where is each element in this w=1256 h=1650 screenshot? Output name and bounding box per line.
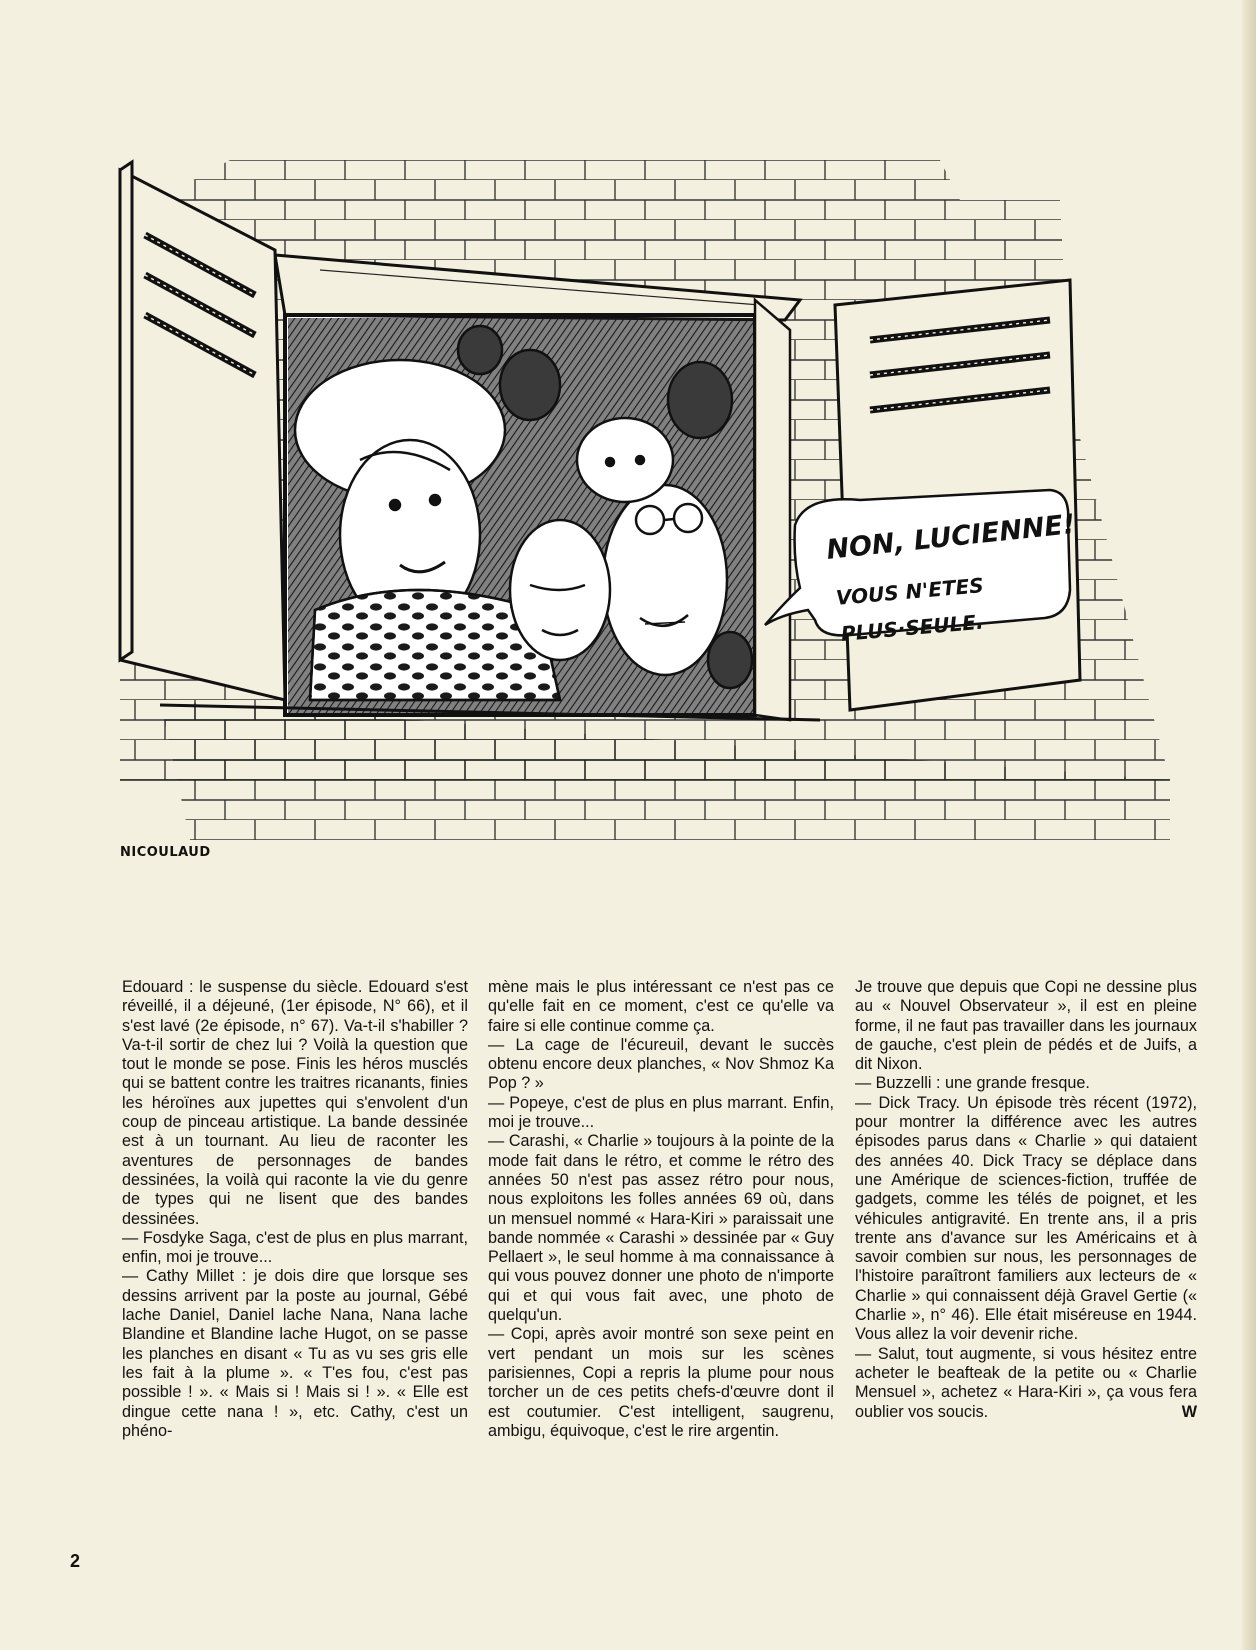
paragraph: Edouard : le suspense du siècle. Edouard s'est réveillé, il a déjeuné, (1er épisode, N° 66), et il s'est lavé (2e épisode, n° 67). Va-t-il s'habiller ? Va-t-il sortir de chez lui ? Voilà la question que tout le monde se pose. Finis les héros musclés qui se battent contre les traitres ricanants, finies les héroïnes aux jupettes qui s'envolent d'un coup de pinceau artistique. La bande dessinée est à un tournant. Au lieu de raconter les aventures de personnages de bandes dessinées, la voilà qui raconte la vie du genre de types qui ne lisent que des bandes dessinées. [122,978,468,1228]
paragraph: — Buzzelli : une grande fresque. [855,1074,1090,1093]
speech-bubble-line-1: NON, LUCIENNE! [825,508,1077,566]
paragraph: — Copi, après avoir montré son sexe peint en vert pendant un mois sur les scènes parisiennes, Copi a repris la plume pour nous torcher un de ces petits chefs-d'œuvre dont il est coutumier. C'est intelligent, saugrenu, ambigu, équivoque, c'est le rire argentin. [488,1325,834,1440]
paragraph: — La cage de l'écureuil, devant le succès obtenu encore deux planches, « Nov Shmoz Ka Pop ? » [488,1035,834,1093]
speech-bubble-line-2: VOUS N'ETES [835,573,985,610]
article-column-2 [488,978,834,1441]
paragraph-text: — Salut, tout augmente, si vous hésitez entre acheter le beafteak de la petite ou « Charlie Mensuel », achetez « Hara-Kiri », ça vous fera oublier vos soucis. [855,1344,1197,1421]
article-signature: W [1181,1402,1197,1421]
paragraph: — Carashi, « Charlie » toujours à la pointe de la mode fait dans le rétro, et comme le rétro des années 50 n'est pas assez rétro pour nous, nous exploitons les folles années 69 où, dans un mensuel nommé « Hara-Kiri » paraissait une bande nommée « Carashi » dessinée par « Guy Pellaert », le seul homme à ma connaissance à qui vous pouvez donner une photo de n'importe qui et qui vous fait avec, une photo de quelqu'un. [488,1132,834,1325]
paragraph: Je trouve que depuis que Copi ne dessine plus au « Nouvel Observateur », il est en pleine forme, il ne faut pas travailler dans les journaux de gauche, c'est plein de pédés et de Juifs, a dit Nixon. [855,978,1197,1074]
paragraph: — Cathy Millet : je dois dire que lorsque ses dessins arrivent par la poste au journal, Gébé lache Daniel, Daniel lache Nana, Nana lache Blandine et Blandine lache Hugot, on se passe les planches en disant « Tu as vu ses gris elle les fait à la plume ». « T'es fou, c'est pas possible ! ». « Mais si ! Mais si ! ». « Elle est dingue cette nana ! », etc. Cathy, c'est un phéno- [122,1267,468,1440]
article-body [122,978,1202,1518]
paragraph [855,1345,1197,1422]
paragraph: — Popeye, c'est de plus en plus marrant. Enfin, moi je trouve... [488,1093,834,1132]
paragraph: — Fosdyke Saga, c'est de plus en plus marrant, enfin, moi je trouve... [122,1228,468,1267]
page-edge [1242,0,1256,1650]
article-column-1 [122,978,468,1441]
article-column-3 [855,978,1197,1422]
artist-signature: NICOULAUD [120,845,211,860]
cartoon-drawing [60,140,1240,960]
paragraph: mène mais le plus intéressant ce n'est pas ce qu'elle fait en ce moment, c'est ce qu'elle va faire si elle continue comme ça. [488,978,834,1035]
cartoon-illustration [60,140,1240,960]
paragraph: — Dick Tracy. Un épisode très récent (1972), pour montrer la différence avec les autres épisodes parus dans « Charlie » qui dataient des années 40. Dick Tracy se déplace dans une Amérique de sciences-fiction, truffée de gadgets, comme les télés de poignet, et les véhicules antigravité. En trente ans, il a pris trente ans d'avance sur les Américains et à savoir combien sur nous, les personnages de l'histoire paraîtront familiers aux lecteurs de « Charlie » qui connaissent déjà Gravel Gertie (« Charlie », n° 46). Elle était miséreuse en 1944. Vous allez la voir devenir riche. [855,1093,1197,1344]
page-number: 2 [70,1551,81,1571]
speech-bubble-line-3: PLUS·SEULE. [840,609,985,646]
